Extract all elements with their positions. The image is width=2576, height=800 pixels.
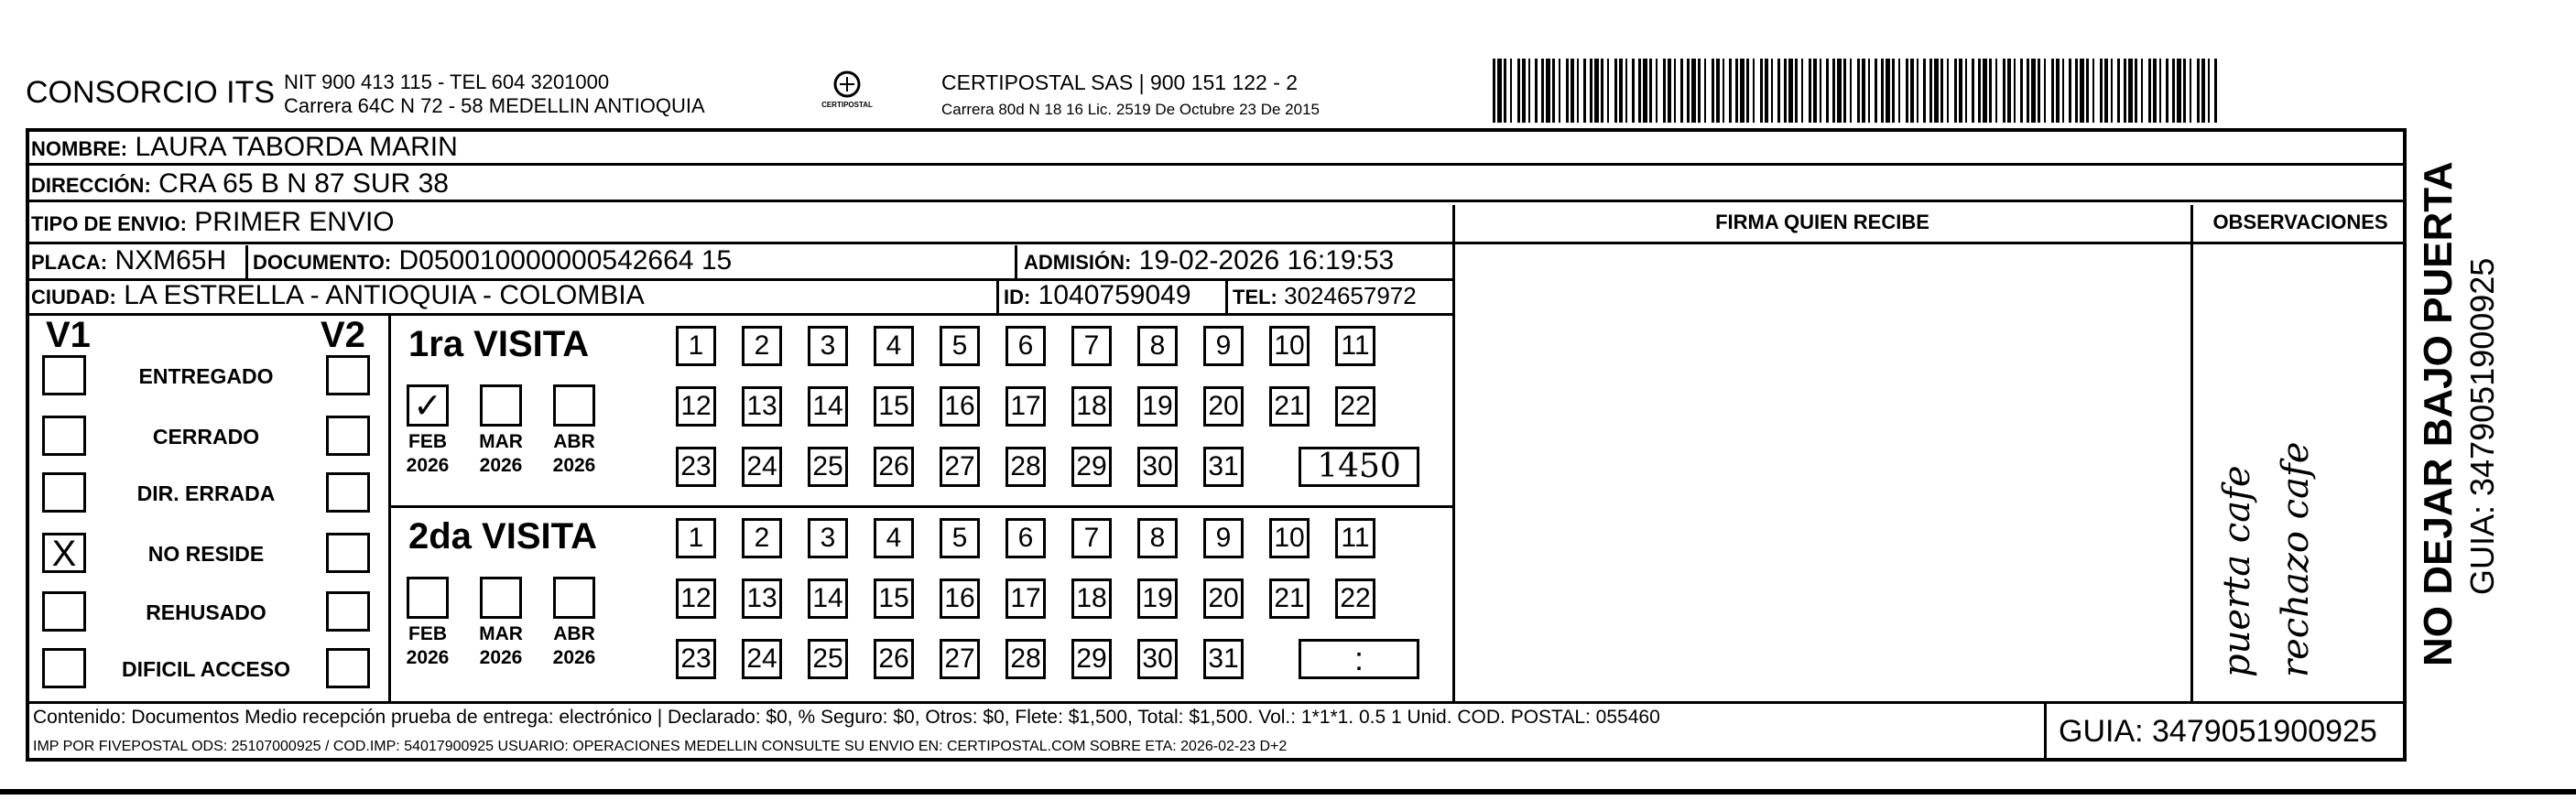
barcode-bar: [1972, 59, 1974, 123]
month-checkbox[interactable]: [480, 577, 522, 619]
month-label: FEB 2026: [406, 431, 450, 476]
carrier-line2: Carrera 80d N 18 16 Lic. 2519 De Octubre 23 De 2015: [941, 101, 1320, 118]
day-box[interactable]: 15: [874, 386, 914, 427]
day-box[interactable]: 28: [1005, 447, 1046, 487]
day-box[interactable]: 25: [808, 447, 848, 487]
barcode-bar: [2177, 59, 2181, 123]
placa-value: NXM65H: [114, 245, 227, 276]
barcode-bar: [2128, 59, 2133, 123]
company-line1: NIT 900 413 115 - TEL 604 3201000: [284, 70, 610, 93]
barcode-bar: [1929, 59, 1932, 123]
barcode-bar: [1917, 59, 1918, 123]
barcode-bar: [2208, 59, 2210, 123]
barcode-bar: [1850, 59, 1852, 123]
shipment-type: [31, 207, 395, 240]
plate: [31, 245, 226, 278]
day-box[interactable]: 19: [1137, 386, 1178, 427]
barcode-bar: [1723, 59, 1724, 123]
barcode-bar: [1813, 59, 1817, 123]
barcode-bar: [2056, 59, 2060, 123]
day-box[interactable]: 10: [1269, 518, 1310, 558]
barcode-bar: [1541, 59, 1544, 123]
day-box[interactable]: 18: [1071, 578, 1112, 619]
company-line2: Carrera 64C N 72 - 58 MEDELLIN ANTIOQUIA: [284, 94, 705, 117]
day-box[interactable]: 24: [742, 639, 782, 679]
handwritten-note-2: rechazo cafe: [2275, 441, 2317, 677]
address: [31, 168, 449, 201]
side-warning: NO DEJAR BAJO PUERTA: [2416, 161, 2461, 666]
ciudad-value: LA ESTRELLA - ANTIOQUIA - COLOMBIA: [124, 280, 645, 310]
barcode-bar: [1826, 59, 1829, 123]
month-label: MAR 2026: [479, 623, 523, 668]
tel-label: TEL:: [1233, 286, 1277, 308]
day-box[interactable]: 9: [1203, 518, 1244, 558]
barcode-bar: [2117, 59, 2120, 123]
barcode-bar: [2044, 59, 2046, 123]
month-checkbox[interactable]: [480, 384, 522, 427]
v2-checkbox[interactable]: [326, 355, 370, 395]
v2-checkbox[interactable]: [326, 416, 370, 456]
barcode-bar: [1614, 59, 1617, 123]
day-box[interactable]: 8: [1137, 326, 1178, 366]
status-label: ENTREGADO: [138, 364, 274, 388]
day-box[interactable]: 19: [1137, 578, 1178, 619]
barcode-bar: [1632, 59, 1635, 123]
barcode-bar: [1571, 59, 1574, 123]
day-box[interactable]: 30: [1137, 639, 1178, 679]
v2-checkbox[interactable]: [326, 533, 370, 573]
barcode-bar: [1698, 59, 1701, 123]
observaciones-header: OBSERVACIONES: [2212, 211, 2388, 233]
barcode-bar: [1577, 59, 1579, 123]
company-name: CONSORCIO ITS: [26, 75, 276, 110]
placa-label: PLACA:: [31, 251, 108, 274]
status-label: CERRADO: [152, 425, 260, 449]
day-box[interactable]: 6: [1005, 326, 1046, 366]
side-guia: GUIA: 3479051900925: [2463, 257, 2501, 595]
barcode-bar: [2086, 59, 2089, 123]
month-checkbox[interactable]: [553, 384, 595, 427]
barcode-bar: [1753, 59, 1755, 123]
v1-checkbox[interactable]: [42, 472, 86, 513]
month-checkbox[interactable]: [553, 577, 595, 619]
barcode-bar: [1906, 59, 1908, 123]
barcode-bar: [2100, 59, 2103, 123]
time-box[interactable]: 1450: [1299, 447, 1419, 487]
carrier-line1: CERTIPOSTAL SAS | 900 151 122 - 2: [941, 70, 1299, 94]
barcode-bar: [2141, 59, 2143, 123]
barcode-bar: [1546, 59, 1550, 123]
day-box[interactable]: 12: [676, 578, 716, 619]
barcode-bar: [1820, 59, 1821, 123]
ciudad-label: CIUDAD:: [31, 286, 116, 308]
second-visit-title: 2da VISITA: [408, 516, 597, 557]
barcode-bar: [1712, 59, 1714, 123]
barcode-bar: [1801, 59, 1803, 123]
barcode-bar: [2201, 59, 2205, 123]
v1-checkbox[interactable]: X: [42, 533, 86, 573]
barcode-bar: [1691, 59, 1696, 123]
day-box[interactable]: 22: [1335, 386, 1375, 427]
day-box[interactable]: 17: [1005, 386, 1046, 427]
recipient-id: [1004, 280, 1191, 313]
barcode-bar: [2038, 59, 2040, 123]
barcode-bar: [2031, 59, 2036, 123]
barcode-bar: [1760, 59, 1763, 123]
barcode-bar: [1625, 59, 1627, 123]
barcode-bar: [1959, 59, 1962, 123]
barcode-bar: [2080, 59, 2084, 123]
barcode-bar: [1832, 59, 1835, 123]
day-box[interactable]: 11: [1335, 518, 1375, 558]
barcode-bar: [1862, 59, 1865, 123]
barcode-bar: [1978, 59, 1981, 123]
month-label: MAR 2026: [479, 431, 523, 476]
v2-checkbox[interactable]: [326, 648, 370, 688]
barcode-bar: [1746, 59, 1749, 123]
day-box[interactable]: 7: [1071, 326, 1112, 366]
barcode-bar: [2190, 59, 2191, 123]
barcode-bar: [1788, 59, 1793, 123]
barcode-bar: [1795, 59, 1798, 123]
barcode-bar: [1868, 59, 1870, 123]
day-box[interactable]: 25: [808, 639, 848, 679]
barcode-bar: [1965, 59, 1967, 123]
tipo-value: PRIMER ENVIO: [194, 207, 395, 237]
barcode-bar: [2148, 59, 2151, 123]
barcode-bar: [1601, 59, 1603, 123]
barcode-bar: [1594, 59, 1599, 123]
barcode-bar: [1910, 59, 1914, 123]
barcode-bar: [2172, 59, 2175, 123]
month-checkbox[interactable]: [407, 577, 449, 619]
barcode-bar: [2197, 59, 2200, 123]
barcode-bar: [1857, 59, 1860, 123]
v2-checkbox[interactable]: [326, 472, 370, 513]
day-box[interactable]: 1: [676, 326, 716, 366]
direccion-value: CRA 65 B N 87 SUR 38: [158, 168, 449, 199]
barcode-bar: [1668, 59, 1671, 123]
barcode-bar: [1875, 59, 1877, 123]
day-box[interactable]: 5: [940, 518, 980, 558]
nombre-value: LAURA TABORDA MARIN: [135, 132, 458, 162]
barcode-bar: [1649, 59, 1652, 123]
day-box[interactable]: 12: [676, 386, 716, 427]
day-box[interactable]: 18: [1071, 386, 1112, 427]
status-label: DIR. ERRADA: [136, 481, 276, 505]
day-box[interactable]: 15: [874, 578, 914, 619]
day-box[interactable]: 23: [676, 447, 716, 487]
day-box[interactable]: 13: [742, 386, 782, 427]
barcode-bar: [2003, 59, 2005, 123]
barcode-bar: [1566, 59, 1569, 123]
barcode-bar: [1528, 59, 1530, 123]
barcode-bar: [2007, 59, 2011, 123]
barcode-bar: [2069, 59, 2071, 123]
barcode-bar: [2092, 59, 2094, 123]
barcode-bar: [2062, 59, 2064, 123]
day-box[interactable]: 3: [808, 326, 848, 366]
barcode-bar: [1940, 59, 1943, 123]
day-box[interactable]: 26: [874, 447, 914, 487]
day-box[interactable]: 7: [1071, 518, 1112, 558]
day-box[interactable]: 29: [1071, 639, 1112, 679]
barcode-bar: [1497, 59, 1502, 123]
day-box[interactable]: 14: [808, 386, 848, 427]
status-label: DIFICIL ACCESO: [121, 657, 290, 681]
city: [31, 280, 645, 313]
barcode-bar: [2111, 59, 2113, 123]
barcode-bar: [2014, 59, 2016, 123]
status-label: REHUSADO: [146, 600, 266, 624]
barcode-bar: [1983, 59, 1987, 123]
month-label: FEB 2026: [406, 623, 450, 668]
barcode-bar: [1552, 59, 1555, 123]
barcode-bar: [1989, 59, 1992, 123]
barcode-bar: [1674, 59, 1676, 123]
barcode-bar: [1663, 59, 1666, 123]
status-label: NO RESIDE: [147, 542, 265, 566]
barcode-bar: [1892, 59, 1895, 123]
barcode-bar: [1898, 59, 1900, 123]
day-box[interactable]: 2: [742, 326, 782, 366]
barcode-bar: [1583, 59, 1586, 123]
barcode-bar: [1559, 59, 1560, 123]
barcode-bar: [1638, 59, 1641, 123]
barcode-bar: [1643, 59, 1647, 123]
barcode-bar: [2104, 59, 2108, 123]
v2-checkbox[interactable]: [326, 591, 370, 632]
day-box[interactable]: 30: [1137, 447, 1178, 487]
barcode-bar: [1777, 59, 1780, 123]
barcode-bar: [1522, 59, 1526, 123]
barcode-bar: [2075, 59, 2078, 123]
day-box[interactable]: 10: [1269, 326, 1310, 366]
day-box[interactable]: 27: [940, 639, 980, 679]
barcode-bar: [1687, 59, 1690, 123]
barcode-bar: [1934, 59, 1939, 123]
v1-checkbox[interactable]: [42, 416, 86, 456]
v1-header: V1: [46, 315, 91, 355]
day-box[interactable]: 4: [874, 518, 914, 558]
day-box[interactable]: 16: [940, 386, 980, 427]
admission: [1024, 245, 1394, 278]
barcode-bar: [1923, 59, 1926, 123]
barcode-bar: [1535, 59, 1538, 123]
barcode-bar: [2166, 59, 2168, 123]
barcode-bar: [1729, 59, 1732, 123]
barcode-bar: [1809, 59, 1811, 123]
day-box[interactable]: 27: [940, 447, 980, 487]
day-box[interactable]: 31: [1203, 447, 1244, 487]
barcode-bar: [1837, 59, 1842, 123]
recipient-name: [31, 132, 458, 165]
day-box[interactable]: 31: [1203, 639, 1244, 679]
footer-guia: GUIA: 3479051900925: [2059, 714, 2377, 749]
barcode-bar: [2051, 59, 2054, 123]
day-box[interactable]: 26: [874, 639, 914, 679]
day-box[interactable]: 16: [940, 578, 980, 619]
barcode-bar: [2135, 59, 2137, 123]
day-box[interactable]: 8: [1137, 518, 1178, 558]
barcode-bar: [2027, 59, 2029, 123]
barcode-bar: [1517, 59, 1520, 123]
direccion-label: DIRECCIÓN:: [31, 174, 151, 197]
id-value: 1040759049: [1038, 280, 1191, 310]
barcode-bar: [1590, 59, 1592, 123]
firma-header: FIRMA QUIEN RECIBE: [1715, 211, 1929, 233]
id-label: ID:: [1004, 286, 1031, 308]
barcode-bar: [2159, 59, 2161, 123]
barcode-bar: [1716, 59, 1720, 123]
day-box[interactable]: 11: [1335, 326, 1375, 366]
admision-label: ADMISIÓN:: [1024, 251, 1132, 274]
document: [253, 245, 732, 278]
barcode-bar: [1995, 59, 1997, 123]
phone: [1233, 280, 1417, 313]
day-box[interactable]: 14: [808, 578, 848, 619]
barcode-bar: [1765, 59, 1768, 123]
day-box[interactable]: 3: [808, 518, 848, 558]
logo-text: CERTIPOSTAL: [821, 101, 873, 109]
tel-value: 3024657972: [1284, 282, 1417, 309]
month-checkbox[interactable]: ✓: [407, 384, 449, 427]
footer-content: Contenido: Documentos Medio recepción prueba de entrega: electrónico | Declarado: $0, % Seguro: $0, Otros: $0, Flete: $1,500, Total: $1,500. Vol.: 1*1*1. 0.5 1 Unid. COD. POSTAL: 055460: [33, 707, 1660, 728]
month-label: ABR 2026: [552, 623, 596, 668]
day-box[interactable]: 21: [1269, 386, 1310, 427]
handwritten-note-1: puerta cafe: [2216, 465, 2258, 677]
barcode-bar: [1954, 59, 1957, 123]
day-box[interactable]: 2: [742, 518, 782, 558]
footer-print-info: IMP POR FIVEPOSTAL ODS: 25107000925 / COD.IMP: 54017900925 USUARIO: OPERACIONES MEDELLIN CONSULTE SU ENVIO EN: CERTIPOSTAL.COM SOBRE ETA: 2026-02-23 D+2: [33, 739, 1288, 754]
day-box[interactable]: 6: [1005, 518, 1046, 558]
v2-header: V2: [321, 315, 365, 355]
admision-value: 19-02-2026 16:19:53: [1138, 245, 1395, 276]
carrier-logo: [815, 66, 879, 117]
barcode-bar: [1493, 59, 1495, 123]
day-box[interactable]: 24: [742, 447, 782, 487]
barcode: [1493, 59, 2225, 123]
tipo-label: TIPO DE ENVIO:: [31, 212, 187, 235]
v1-checkbox[interactable]: [42, 591, 86, 632]
day-box[interactable]: 13: [742, 578, 782, 619]
day-box[interactable]: 22: [1335, 578, 1375, 619]
day-box[interactable]: 29: [1071, 447, 1112, 487]
day-box[interactable]: 17: [1005, 578, 1046, 619]
barcode-bar: [2214, 59, 2217, 123]
day-box[interactable]: 23: [676, 639, 716, 679]
day-box[interactable]: 20: [1203, 578, 1244, 619]
barcode-bar: [1784, 59, 1787, 123]
barcode-bar: [1886, 59, 1890, 123]
barcode-bar: [1656, 59, 1658, 123]
barcode-bar: [1680, 59, 1683, 123]
barcode-bar: [1504, 59, 1506, 123]
barcode-bar: [2153, 59, 2157, 123]
barcode-bar: [1843, 59, 1846, 123]
barcode-bar: [1735, 59, 1738, 123]
day-box[interactable]: 21: [1269, 578, 1310, 619]
day-box[interactable]: 28: [1005, 639, 1046, 679]
documento-label: DOCUMENTO:: [253, 251, 392, 274]
nombre-label: NOMBRE:: [31, 137, 128, 160]
month-label: ABR 2026: [552, 431, 596, 476]
day-box[interactable]: 4: [874, 326, 914, 366]
documento-value: D050010000000542664 15: [398, 245, 733, 276]
v1-checkbox[interactable]: [42, 355, 86, 395]
barcode-bar: [1510, 59, 1512, 123]
barcode-bar: [1704, 59, 1706, 123]
v1-checkbox[interactable]: [42, 648, 86, 688]
day-box[interactable]: 5: [940, 326, 980, 366]
barcode-bar: [1881, 59, 1884, 123]
barcode-bar: [2124, 59, 2126, 123]
barcode-bar: [2020, 59, 2023, 123]
day-box[interactable]: 9: [1203, 326, 1244, 366]
day-box[interactable]: 20: [1203, 386, 1244, 427]
barcode-bar: [2183, 59, 2186, 123]
barcode-bar: [1947, 59, 1949, 123]
barcode-bar: [1619, 59, 1623, 123]
time-box[interactable]: :: [1299, 639, 1419, 679]
barcode-bar: [1607, 59, 1609, 123]
day-box[interactable]: 1: [676, 518, 716, 558]
barcode-bar: [1740, 59, 1745, 123]
barcode-bar: [1771, 59, 1773, 123]
first-visit-title: 1ra VISITA: [408, 324, 590, 364]
